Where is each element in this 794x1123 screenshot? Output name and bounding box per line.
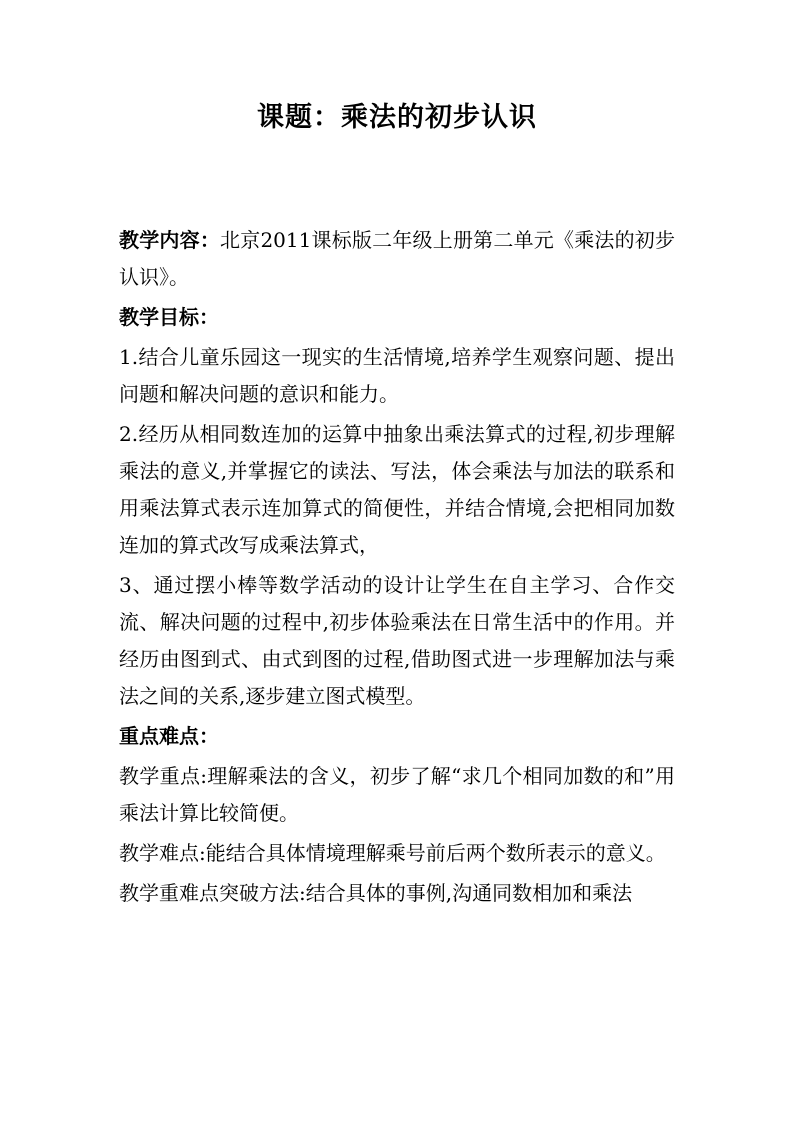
key-points-heading: 重点难点： (119, 724, 219, 748)
teaching-content-paragraph (119, 222, 675, 296)
goal-item-1: 1.结合儿童乐园这一现实的生活情境,培养学生观察问题、提出问题和解决问题的意识和能力。 (119, 345, 675, 406)
teaching-content-label: 教学内容： (119, 228, 221, 252)
key-point-paragraph: 教学重点:理解乘法的含义，初步了解“求几个相同加数的和”用乘法计算比较简便。 (119, 764, 675, 825)
goal-item-2: 2.经历从相同数连加的运算中抽象出乘法算式的过程,初步理解乘法的意义,并掌握它的读法、写法，体会乘法与加法的联系和用乘法算式表示连加算式的简便性，并结合情境,会把相同加数连加的算式改写成乘法算式， (119, 422, 675, 557)
lesson-title: 课题：乘法的初步认识 (257, 102, 537, 133)
method-paragraph: 教学重难点突破方法:结合具体的事例,沟通同数相加和乘法 (119, 881, 633, 905)
teaching-goals-heading: 教学目标： (119, 305, 219, 329)
document-body (119, 222, 675, 915)
goal-item-3: 3、通过摆小棒等数学活动的设计让学生在自主学习、合作交流、解决问题的过程中,初步体验乘法在日常生活中的作用。并经历由图到式、由式到图的过程,借助图式进一步理解加法与乘法之间的关系,逐步建立图式模型。 (119, 573, 675, 708)
difficult-point-paragraph: 教学难点:能结合具体情境理解乘号前后两个数所表示的意义。 (119, 841, 666, 865)
teaching-content-text: 北京2011课标版二年级上册第二单元《乘法的初步认识》。 (119, 228, 676, 289)
